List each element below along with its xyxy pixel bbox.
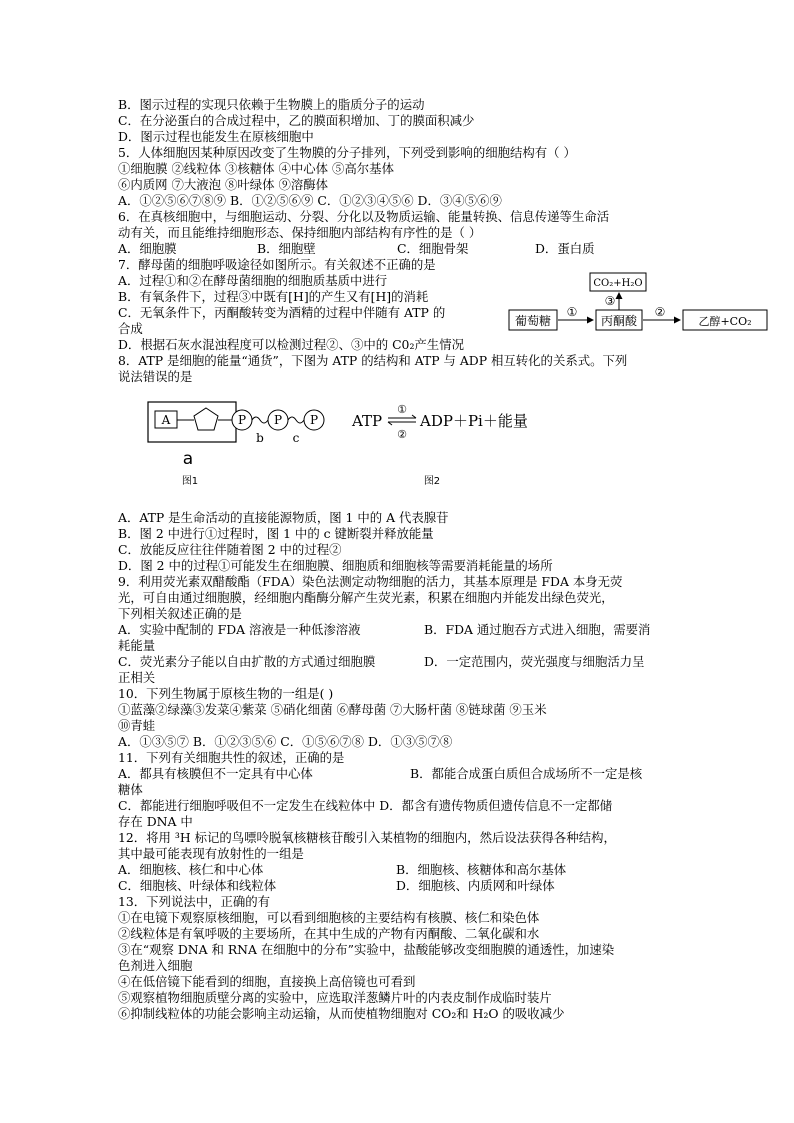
question-9-option-b-cont: 耗能量 [118,638,156,653]
question-10-options: A．①③⑤⑦ B．①②③⑤⑥ C．①⑤⑥⑦⑧ D．①③⑤⑦⑧ [118,734,453,749]
option-c-q4: C．在分泌蛋白的合成过程中，乙的膜面积增加、丁的膜面积减少 [118,113,475,128]
equation-step1: ① [397,403,407,416]
question-7-option-a: A．过程①和②在酵母菌细胞的细胞质基质中进行 [118,273,388,288]
phosphate-1-label: P [237,413,247,427]
equation-products: ADP＋Pi＋能量 [420,412,528,430]
question-6-option-a: A．细胞膜 [118,241,177,256]
question-13-item-2: ②线粒体是有氧呼吸的主要场所，在其中生成的产物有丙酮酸、二氧化碳和水 [118,926,540,941]
ethanol-co2-label: 乙醇+CO₂ [698,315,752,328]
option-b-q4: B．图示过程的实现只依赖于生物膜上的脂质分子的运动 [118,97,425,112]
atp-structure-figure [146,396,336,492]
question-13-stem: 13．下列说法中，正确的有 [118,894,271,909]
question-13-item-3: ③在“观察 DNA 和 RNA 在细胞中的分布”实验中，盐酸能够改变细胞膜的通透性，加速染 [118,942,615,957]
phosphate-2-label: P [273,413,283,427]
high-energy-bond-c [288,417,304,423]
question-11-options-cd: C．都能进行细胞呼吸但不一定发生在线粒体中 D．都含有遗传物质但遗传信息不一定都储 [118,798,613,813]
step1-label: ① [566,305,578,319]
ribose-pentagon [194,408,218,430]
question-12-stem: 12．将用 ³H 标记的鸟嘌呤脱氧核糖核苷酸引入某植物的细胞内，然后设法获得各种结构， [118,830,616,845]
question-9-stem-cont2: 下列相关叙述正确的是 [118,606,242,621]
question-9-option-b: B．FDA 通过胞吞方式进入细胞，需要消 [424,622,651,637]
question-8-option-b: B．图 2 中进行①过程时，图 1 中的 c 键断裂并释放能量 [118,526,434,541]
question-12-option-a: A．细胞核、核仁和中心体 [118,862,264,877]
question-6-option-c: C．细胞骨架 [397,241,469,256]
question-12-stem-cont: 其中最可能表现有放射性的一组是 [118,846,304,861]
question-9-stem-cont: 光，可自由通过细胞膜，经细胞内酯酶分解产生荧光素，积累在细胞内并能发出绿色荧光， [118,590,614,605]
question-5-stem: 5．人体细胞因某种原因改变了生物膜的分子排列，下列受到影响的细胞结构有（ ） [118,145,576,160]
question-11-option-b: B．都能合成蛋白质但合成场所不一定是核 [410,766,643,781]
step3-label: ③ [604,294,616,308]
question-9-stem: 9．利用荧光素双醋酸酯（FDA）染色法测定动物细胞的活力，其基本原理是 FDA 本身无荧 [118,574,623,589]
figure-1-caption: 图1 [181,476,199,487]
question-13-item-5: ⑤观察植物细胞质壁分离的实验中，应选取洋葱鳞片叶的内表皮制作成临时装片 [118,990,552,1005]
co2-h2o-label: CO₂+H₂O [593,278,643,289]
question-8-option-d: D．图 2 中的过程①可能发生在细胞膜、细胞质和细胞核等需要消耗能量的场所 [118,558,553,573]
question-12-option-c: C．细胞核、叶绿体和线粒体 [118,878,277,893]
question-9-option-c: C．荧光素分子能以自由扩散的方式通过细胞膜 [118,654,376,669]
question-7-option-c-cont: 合成 [118,321,143,336]
figure-2-caption: 图2 [423,476,441,487]
step2-label: ② [654,305,666,319]
equation-atp: ATP [352,412,383,430]
question-7-option-d: D．根据石灰水混浊程度可以检测过程②、③中的 C0₂产生情况 [118,337,464,352]
bond-b-label: b [256,431,264,445]
question-11-option-b-cont: 糖体 [118,782,143,797]
adenine-label: A [161,413,171,427]
question-11-stem: 11．下列有关细胞共性的叙述，正确的是 [118,750,345,765]
question-11-option-d-cont: 存在 DNA 中 [118,814,193,829]
question-13-item-3-cont: 色剂进入细胞 [118,958,193,973]
question-12-option-d: D．细胞核、内质网和叶绿体 [396,878,555,893]
question-11-option-a: A．都具有核膜但不一定具有中心体 [118,766,313,781]
question-7-option-b: B．有氧条件下，过程③中既有[H]的产生又有[H]的消耗 [118,289,429,304]
high-energy-bond-b [252,417,268,423]
question-8-stem: 8．ATP 是细胞的能量“通货”，下图为 ATP 的结构和 ATP 与 ADP 相互转化的关系式。下列 [118,353,628,368]
option-d-q4: D．图示过程也能发生在原核细胞中 [118,129,314,144]
respiration-pathway-diagram [508,270,770,334]
glucose-label: 葡萄糖 [514,314,552,328]
question-5-items-1: ①细胞膜 ②线粒体 ③核糖体 ④中心体 ⑤高尔基体 [118,161,394,176]
bond-c-label: c [292,431,300,445]
question-12-option-b: B．细胞核、核糖体和高尔基体 [396,862,567,877]
question-5-items-2: ⑥内质网 ⑦大液泡 ⑧叶绿体 ⑨溶酶体 [118,177,329,192]
question-6-option-d: D．蛋白质 [535,241,595,256]
question-9-option-a: A．实验中配制的 FDA 溶液是一种低渗溶液 [118,622,361,637]
question-5-options: A．①②⑤⑥⑦⑧⑨ B．①②⑤⑥⑨ C．①②③④⑤⑥ D．③④⑤⑥⑨ [118,193,502,208]
question-10-items: ①蓝藻②绿藻③发菜④紫菜 ⑤硝化细菌 ⑥酵母菌 ⑦大肠杆菌 ⑧链球菌 ⑨玉米 [118,702,547,717]
question-13-item-4: ④在低倍镜下能看到的细胞，直接换上高倍镜也可看到 [118,974,416,989]
question-9-option-d: D．一定范围内，荧光强度与细胞活力呈 [424,654,645,669]
question-8-option-c: C．放能反应往往伴随着图 2 中的过程② [118,542,342,557]
pyruvate-label: 丙酮酸 [600,314,638,328]
question-8-stem-cont: 说法错误的是 [118,369,193,384]
question-6-stem: 6．在真核细胞中，与细胞运动、分裂、分化以及物质运输、能量转换、信息传递等生命活 [118,209,610,224]
question-7-option-c: C．无氧条件下，丙酮酸转变为酒精的过程中伴随有 ATP 的 [118,305,446,320]
question-7-stem: 7．酵母菌的细胞呼吸途径如图所示。有关叙述不正确的是 [118,257,436,272]
atp-adp-equation-figure [350,396,540,492]
equation-step2: ② [397,428,407,441]
question-6-stem-cont: 动有关，而且能维持细胞形态、保持细胞内部结构有序性的是（ ） [118,225,482,240]
label-a: a [182,449,194,469]
phosphate-3-label: P [309,413,319,427]
question-13-item-1: ①在电镜下观察原核细胞，可以看到细胞核的主要结构有核膜、核仁和染色体 [118,910,540,925]
question-10-stem: 10．下列生物属于原核生物的一组是( ) [118,686,334,701]
question-8-option-a: A．ATP 是生命活动的直接能源物质，图 1 中的 A 代表腺苷 [118,510,449,525]
question-10-items-cont: ⑩青蛙 [118,718,156,733]
question-13-item-6: ⑥抑制线粒体的功能会影响主动运输，从而使植物细胞对 CO₂和 H₂O 的吸收减少 [118,1006,565,1021]
question-6-option-b: B．细胞壁 [257,241,316,256]
question-9-option-d-cont: 正相关 [118,670,156,685]
